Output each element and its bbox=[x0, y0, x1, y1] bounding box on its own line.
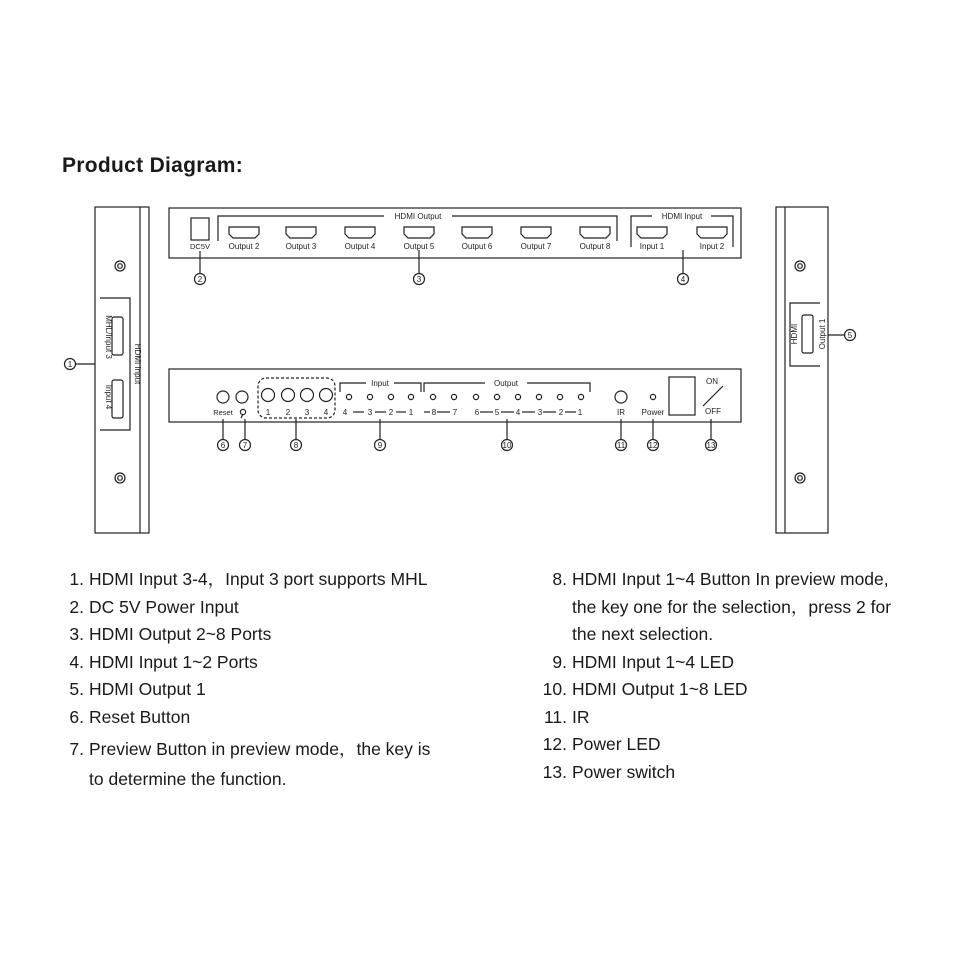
input-led-label: 1 bbox=[408, 408, 414, 417]
input-leds bbox=[343, 394, 414, 417]
output-leds bbox=[424, 394, 584, 417]
output-led bbox=[557, 394, 562, 399]
input-button-label: 4 bbox=[323, 408, 329, 417]
rear-output-label: Output 3 bbox=[285, 242, 317, 251]
input-button-label: 1 bbox=[265, 408, 271, 417]
hdmi-output-port bbox=[286, 227, 316, 238]
mounting-screw-center bbox=[118, 476, 123, 481]
rear-input-ports bbox=[632, 227, 732, 251]
callout-11: 11 bbox=[616, 441, 626, 450]
hdmi-output-port bbox=[521, 227, 551, 238]
dc-label: DC5V bbox=[189, 242, 211, 251]
legend-text: HDMI Output 1 bbox=[89, 679, 206, 699]
callout-10: 10 bbox=[502, 441, 512, 450]
output-led bbox=[430, 394, 435, 399]
legend-item bbox=[534, 759, 954, 787]
legend-text: Power switch bbox=[572, 761, 676, 782]
mounting-screw-center bbox=[798, 476, 803, 481]
legend-text: to determine the function. bbox=[89, 768, 287, 789]
legend-item bbox=[534, 676, 954, 704]
hdmi-input-port bbox=[637, 227, 667, 238]
rear-output-label: Output 8 bbox=[579, 242, 611, 251]
callout-4: 4 bbox=[680, 275, 686, 284]
output-led-label: 5 bbox=[494, 408, 500, 417]
callout-9: 9 bbox=[377, 441, 383, 450]
input-led-bracket-right bbox=[394, 383, 421, 392]
output-led bbox=[473, 394, 478, 399]
power-label: Power bbox=[641, 408, 665, 417]
legend-item bbox=[534, 704, 954, 732]
output-led-label: 6 bbox=[474, 408, 480, 417]
front-callouts bbox=[218, 419, 717, 451]
rear-output-group-label: HDMI Output bbox=[394, 212, 442, 221]
left-port-top-label: MHL/Input 3 bbox=[104, 315, 113, 359]
rear-output-label: Output 5 bbox=[403, 242, 435, 251]
output-led-label: 8 bbox=[431, 408, 437, 417]
output-led bbox=[515, 394, 520, 399]
legend-number: 10. bbox=[542, 679, 567, 699]
input-led-label: 4 bbox=[342, 408, 348, 417]
legend-text: HDMI Input 3-4，Input 3 port supports MHL bbox=[89, 569, 428, 589]
dc-jack bbox=[191, 218, 209, 240]
hdmi-output-port bbox=[345, 227, 375, 238]
legend-number: 13. bbox=[542, 761, 567, 782]
legend-item bbox=[58, 676, 498, 704]
rear-input-group-label: HDMI Input bbox=[661, 212, 703, 221]
legend-item bbox=[58, 649, 498, 677]
rear-output-label: Output 7 bbox=[520, 242, 552, 251]
legend-number: 11. bbox=[543, 706, 567, 727]
input-led-group-label: Input bbox=[371, 379, 389, 388]
rear-output-label: Output 6 bbox=[461, 242, 493, 251]
rear-output-label: Output 2 bbox=[228, 242, 260, 251]
output-led bbox=[451, 394, 456, 399]
legend-item bbox=[534, 566, 954, 594]
mounting-screw bbox=[115, 261, 125, 271]
callout-1: 1 bbox=[67, 360, 73, 369]
legend-item bbox=[58, 621, 498, 649]
output-led-label: 4 bbox=[515, 408, 521, 417]
left-side-panel bbox=[65, 207, 150, 533]
power-off-label: OFF bbox=[705, 407, 721, 416]
front-panel bbox=[169, 369, 741, 451]
legend-number bbox=[534, 594, 572, 622]
right-side-panel bbox=[776, 207, 856, 533]
legend-item bbox=[58, 566, 498, 594]
output-led bbox=[536, 394, 541, 399]
hdmi-output-port bbox=[580, 227, 610, 238]
legend-number: 8. bbox=[552, 569, 567, 589]
legend-number: 9. bbox=[552, 651, 567, 672]
legend-text: HDMI Input 1~4 Button In preview mode, bbox=[572, 569, 889, 589]
rear-output-ports bbox=[215, 227, 624, 251]
reset-button[interactable] bbox=[217, 391, 229, 403]
preview-key-icon bbox=[240, 409, 245, 414]
input-led bbox=[346, 394, 351, 399]
legend-number: 5. bbox=[69, 679, 84, 699]
output-led-group-label: Output bbox=[493, 379, 519, 388]
output-led-bracket-left bbox=[424, 383, 485, 392]
callout-7: 7 bbox=[242, 441, 248, 450]
legend-number: 4. bbox=[69, 651, 84, 672]
input-led-bracket-left bbox=[340, 383, 366, 392]
hdmi-output-port bbox=[229, 227, 259, 238]
power-led bbox=[650, 394, 655, 399]
legend-text: HDMI Input 1~2 Ports bbox=[89, 651, 258, 672]
legend-number: 2. bbox=[69, 596, 84, 617]
mounting-screw bbox=[795, 473, 805, 483]
legend-right bbox=[534, 566, 954, 786]
callout-2: 2 bbox=[197, 275, 203, 284]
right-label-output: Output 1 bbox=[818, 318, 827, 350]
legend-item bbox=[58, 704, 498, 732]
hdmi-port-output-1 bbox=[802, 315, 813, 353]
left-port-bottom-label: Input 4 bbox=[104, 384, 113, 410]
input-led bbox=[388, 394, 393, 399]
callout-6: 6 bbox=[220, 441, 226, 450]
ir-sensor bbox=[615, 391, 627, 403]
input-button-3[interactable] bbox=[301, 389, 314, 402]
legend-number bbox=[58, 766, 89, 794]
output-led-label: 7 bbox=[452, 408, 458, 417]
right-panel-body bbox=[776, 207, 828, 533]
legend-item bbox=[534, 649, 954, 677]
legend-text: Preview Button in preview mode，the key is bbox=[89, 739, 431, 759]
input-button-1[interactable] bbox=[262, 389, 275, 402]
legend-left bbox=[58, 566, 498, 793]
input-led-label: 3 bbox=[367, 408, 373, 417]
legend-item bbox=[534, 594, 954, 622]
legend-item bbox=[58, 594, 498, 622]
legend-text: DC 5V Power Input bbox=[89, 596, 239, 617]
preview-button[interactable] bbox=[236, 391, 248, 403]
power-switch[interactable] bbox=[669, 377, 695, 415]
reset-label: Reset bbox=[213, 408, 233, 417]
ir-label: IR bbox=[617, 408, 625, 417]
legend-item bbox=[58, 764, 498, 794]
output-led bbox=[578, 394, 583, 399]
left-group-label: HDMI Input bbox=[133, 343, 142, 385]
callout-12: 12 bbox=[648, 441, 658, 450]
legend-text: the next selection. bbox=[572, 624, 714, 644]
hdmi-input-port bbox=[697, 227, 727, 238]
input-led bbox=[367, 394, 372, 399]
legend-text: HDMI Input 1~4 LED bbox=[572, 651, 734, 672]
rear-output-label: Output 4 bbox=[344, 242, 376, 251]
legend-number: 6. bbox=[69, 706, 84, 727]
input-button-2[interactable] bbox=[282, 389, 295, 402]
mounting-screw bbox=[115, 473, 125, 483]
legend-number: 12. bbox=[542, 734, 567, 754]
legend-text: IR bbox=[572, 706, 590, 727]
output-led-label: 3 bbox=[537, 408, 543, 417]
hdmi-output-port bbox=[462, 227, 492, 238]
legend-item bbox=[58, 736, 498, 764]
input-button-4[interactable] bbox=[320, 389, 333, 402]
mounting-screw bbox=[795, 261, 805, 271]
input-led bbox=[408, 394, 413, 399]
input-led-label: 2 bbox=[388, 408, 394, 417]
right-label-hdmi: HDMI bbox=[790, 323, 799, 345]
power-switch-indicator bbox=[703, 386, 723, 406]
callout-5: 5 bbox=[847, 331, 853, 340]
rear-panel bbox=[169, 208, 741, 285]
page-title: Product Diagram: bbox=[62, 154, 243, 177]
legend-text: Power LED bbox=[572, 734, 661, 754]
legend-text: Reset Button bbox=[89, 706, 191, 727]
output-led-label: 2 bbox=[558, 408, 564, 417]
callout-8: 8 bbox=[293, 441, 299, 450]
input-button-label: 2 bbox=[285, 408, 291, 417]
rear-input-label: Input 1 bbox=[639, 242, 665, 251]
hdmi-output-port bbox=[404, 227, 434, 238]
input-button-label: 3 bbox=[304, 408, 310, 417]
output-led bbox=[494, 394, 499, 399]
power-on-label: ON bbox=[706, 377, 718, 386]
legend-text: HDMI Output 1~8 LED bbox=[572, 679, 748, 699]
mounting-screw-center bbox=[798, 264, 803, 269]
legend-text: HDMI Output 2~8 Ports bbox=[89, 624, 272, 644]
legend-item bbox=[534, 731, 954, 759]
rear-input-label: Input 2 bbox=[699, 242, 725, 251]
callout-13: 13 bbox=[706, 441, 716, 450]
legend-item bbox=[534, 621, 954, 649]
legend-number: 3. bbox=[69, 624, 84, 644]
mounting-screw-center bbox=[118, 264, 123, 269]
legend-number: 7. bbox=[69, 739, 84, 759]
output-led-bracket-right bbox=[527, 383, 590, 392]
legend-number: 1. bbox=[69, 569, 84, 589]
callout-3: 3 bbox=[416, 275, 422, 284]
output-led-label: 1 bbox=[577, 408, 583, 417]
input-buttons bbox=[262, 389, 333, 418]
legend-number bbox=[534, 621, 572, 649]
legend-text: the key one for the selection，press 2 for bbox=[572, 596, 892, 617]
